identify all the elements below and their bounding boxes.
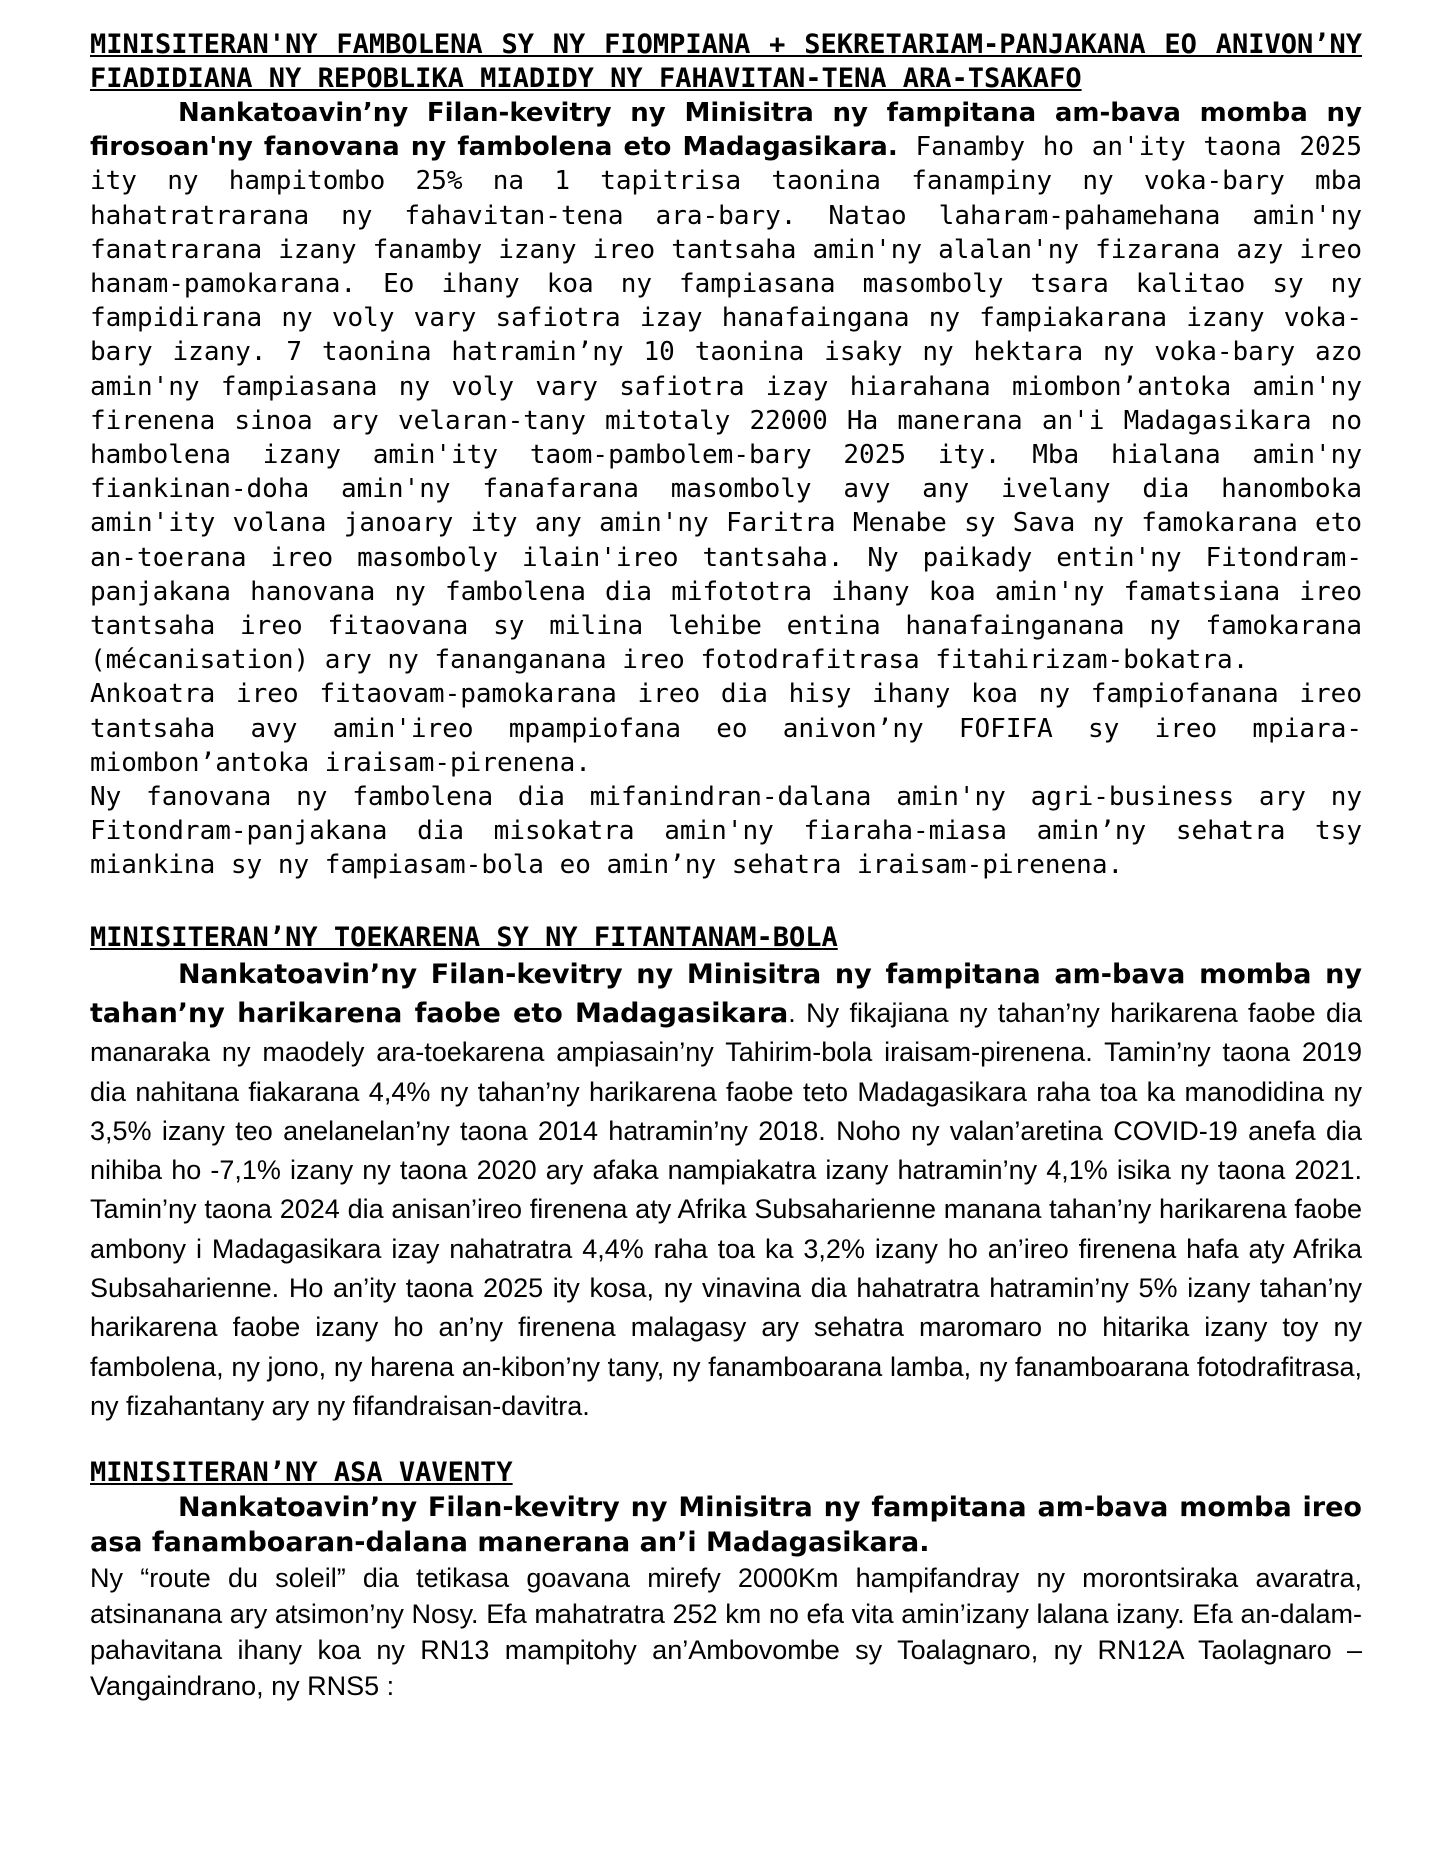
agriculture-lead-paragraph [90, 96, 1362, 677]
agriculture-paragraph-training: Ankoatra ireo fitaovam-pamokarana ireo dia hisy ihany koa ny fampiofanana ireo tantsaha avy amin'ireo mpampiofana eo anivon’ny FOFIFA sy ireo mpiara-miombon’antoka iraisam-pirenena. [90, 679, 1362, 778]
economy-lead-paragraph [90, 955, 1362, 1427]
agriculture-paragraph-agribusiness: Ny fanovana ny fambolena dia mifanindran-dalana amin'ny agri-business ary ny Fitondram-panjakana dia misokatra amin'ny fiaraha-miasa amin’ny sehatra tsy miankina sy ny fampiasam-bola eo amin’ny sehatra iraisam-pirenena. [90, 782, 1362, 881]
section-heading-economy: MINISITERAN’NY TOEKARENA SY NY FITANTANAM-BOLA [90, 921, 838, 953]
document-page [90, 28, 1362, 1704]
public-works-lead-paragraph [90, 1490, 1362, 1560]
section-heading-public-works: MINISITERAN’NY ASA VAVENTY [90, 1457, 513, 1489]
public-works-paragraph-roads: Ny “route du soleil” dia tetikasa goavana mirefy 2000Km hampifandray ny morontsiraka avaratra, atsinanana ary atsimon’ny Nosy. Efa mahatratra 252 km no efa vita amin’izany lalana izany. Efa an-dalam-pahavitana ihany koa ny RN13 mampitohy an’Ambovombe sy Toalagnaro, ny RN12A Taolagnaro – Vangaindrano, ny RNS5 : [90, 1563, 1362, 1702]
economy-lead-body: . Ny fikajiana ny tahan’ny harikarena faobe dia manaraka ny maodely ara-toekarena ampiasain’ny Tahirim-bola iraisam-pirenena. Tamin’ny taona 2019 dia nahitana fiakarana 4,4% ny tahan’ny harikarena faobe teto Madagasikara raha toa ka manodidina ny 3,5% izany teo anelanelan’ny taona 2014 hatramin’ny 2018. Noho ny valan’aretina COVID-19 anefa dia nihiba ho -7,1% izany ny taona 2020 ary afaka nampiakatra izany hatramin’ny 4,1% isika ny taona 2021. Tamin’ny taona 2024 dia anisan’ireo firenena aty Afrika Subsaharienne manana tahan’ny harikarena faobe ambony i Madagasikara izay nahatratra 4,4% raha toa ka 3,2% izany ho an’ireo firenena hafa aty Afrika Subsaharienne. Ho an’ity taona 2025 ity kosa, ny vinavina dia hahatratra hatramin’ny 5% izany tahan’ny harikarena faobe izany ho an’ny firenena malagasy ary sehatra maromaro no hitarika izany toy ny fambolena, ny jono, ny harena an-kibon’ny tany, ny fanamboarana lamba, ny fanamboarana fotodrafitrasa, ny fizahantany ary ny fifandraisan-davitra. [90, 997, 1362, 1421]
public-works-lead-title: Nankatoavin’ny Filan-kevitry ny Minisitra ny fampitana am-bava momba ireo asa fanamboaran-dalana manerana an’i Madagasikara. [90, 1492, 1362, 1559]
agriculture-lead-body: Fanamby ho an'ity taona 2025 ity ny hampitombo 25% na 1 tapitrisa taonina fanampiny ny voka-bary mba hahatratrarana ny fahavitan-tena ara-bary. Natao laharam-pahamehana amin'ny fanatrarana izany fanamby izany ireo tantsaha amin'ny alalan'ny fizarana azy ireo hanam-pamokarana. Eo ihany koa ny fampiasana masomboly tsara kalitao sy ny fampidirana ny voly vary safiotra izay hanafaingana ny fampiakarana izany voka-bary izany. 7 taonina hatramin’ny 10 taonina isaky ny hektara ny voka-bary azo amin'ny fampiasana ny voly vary safiotra izay hiarahana miombon’antoka amin'ny firenena sinoa ary velaran-tany mitotaly 22000 Ha manerana an'i Madagasikara no hambolena izany amin'ity taom-pambolem-bary 2025 ity. Mba hialana amin'ny fiankinan-doha amin'ny fanafarana masomboly avy any ivelany dia hanomboka amin'ity volana janoary ity any amin'ny Faritra Menabe sy Sava ny famokarana eto an-toerana ireo masomboly ilain'ireo tantsaha. Ny paikady entin'ny Fitondram-panjakana hanovana ny fambolena dia mifototra ihany koa amin'ny famatsiana ireo tantsaha ireo fitaovana sy milina lehibe entina hanafainganana ny famokarana (mécanisation) ary ny fananganana ireo fotodrafitrasa fitahirizam-bokatra. [90, 132, 1363, 676]
section-heading-agriculture: MINISITERAN'NY FAMBOLENA SY NY FIOMPIANA + SEKRETARIAM-PANJAKANA EO ANIVON’NY FIADIDIANA NY REPOBLIKA MIADIDY NY FAHAVITAN-TENA ARA-TSAKAFO [90, 29, 1362, 94]
economy-lead-title: Nankatoavin’ny Filan-kevitry ny Minisitra ny fampitana am-bava momba ny tahan’ny harikarena faobe eto Madagasikara [90, 958, 1362, 1029]
agriculture-lead-title: Nankatoavin’ny Filan-kevitry ny Minisitra ny fampitana am-bava momba ny firosoan'ny fanovana ny fambolena eto Madagasikara. [90, 98, 1362, 163]
